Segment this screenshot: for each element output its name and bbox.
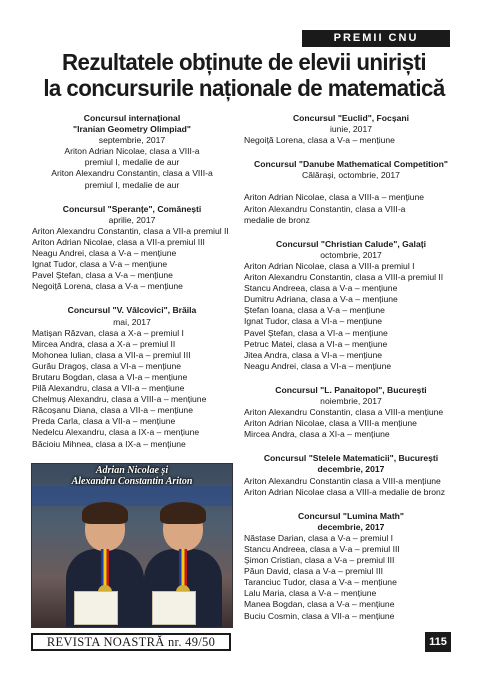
result-line: Ariton Alexandru Constantin, clasa a VIII-a premiul II [244, 272, 444, 283]
result-line: Năstase Darian, clasa a V-a – premiul I [244, 532, 394, 543]
contest-header: Concursul "Lumina Math" [297, 510, 405, 521]
result-line: Ignat Tudor, clasa a V-a – mențiune [32, 259, 168, 270]
contest-block-calude [244, 239, 458, 372]
result-line: Mircea Andra, clasa a X-a – premiul II [32, 338, 176, 349]
contest-header: Concursul internațional [83, 113, 181, 123]
contest-header: Concursul "Stelele Matematicii", București [263, 453, 439, 464]
contest-block-euclid [244, 113, 458, 146]
result-line: Ștefan Ioana, clasa a V-a – mențiune [244, 305, 385, 316]
title-line-1: Rezultatele obținute de elevii uniriști [61, 49, 427, 75]
result-line: Matișan Răzvan, clasa a X-a – premiul I [32, 327, 184, 338]
contest-date: iunie, 2017 [329, 124, 373, 135]
contest-block-stelele [244, 453, 458, 497]
result-line: Stancu Andreea, clasa a V-a – premiul III [244, 544, 400, 554]
contest-header: Concursul "Christian Calude", Galați [276, 238, 426, 249]
title-line-2: la concursurile naționale de matematică [43, 75, 445, 101]
result-line: Pavel Ștefan, clasa a VI-a – mențiune [244, 327, 388, 338]
result-line: Ariton Alexandru Constantin, clasa a VIII-a mențiune [244, 407, 444, 418]
page-number: 115 [425, 632, 451, 652]
contest-block-lumina [244, 511, 458, 622]
contest-date: mai, 2017 [113, 316, 151, 327]
result-line: Negoiță Lorena, clasa a V-a – mențiune [244, 135, 395, 146]
result-line: Ariton Adrian Nicolae, clasa a VIII-a premiul I [244, 260, 415, 271]
result-line: Șimon Cristian, clasa a V-a – premiul III [244, 555, 395, 566]
result-line: Băcioiu Mihnea, clasa a IX-a – mențiune [32, 438, 186, 449]
result-line: medalie de bronz [244, 214, 310, 225]
result-line: Pilă Alexandru, clasa a VII-a – mențiune [32, 383, 185, 394]
contest-block-iranian [32, 113, 232, 191]
result-line: Taranciuc Tudor, clasa a V-a – mențiune [244, 577, 397, 588]
result-line: Manea Bogdan, clasa a V-a – mențiune [244, 599, 395, 610]
result-line: premiul I, medalie de aur [84, 157, 180, 168]
diploma-icon [152, 591, 196, 625]
contest-block-danube [244, 159, 458, 225]
contest-date: aprilie, 2017 [108, 214, 156, 225]
photo-caption-line-1: Adrian Nicolae și [95, 465, 169, 476]
result-line: Neagu Andrei, clasa a VI-a – mențiune [244, 360, 392, 371]
contest-header: Concursul "Euclid", Focșani [292, 113, 410, 123]
result-line: Ariton Adrian Nicolae, clasa a VIII-a – mențiune [244, 192, 425, 203]
result-line: Jitea Andra, clasa a VI-a – mențiune [244, 349, 383, 360]
result-line: Negoiță Lorena, clasa a V-a – mențiune [32, 281, 183, 292]
result-line [244, 181, 458, 192]
student-figure-left [66, 505, 144, 627]
contest-date: septembrie, 2017 [98, 135, 166, 146]
contest-block-valcovici [32, 305, 232, 449]
result-line: Petruc Matei, clasa a VI-a – mențiune [244, 338, 388, 349]
result-line: Ariton Alexandru Constantin, clasa a VIII-a [51, 168, 213, 179]
student-figure-right [144, 505, 222, 627]
page-title [27, 49, 462, 101]
result-line: Brutaru Bogdan, clasa a VI-a – mențiune [32, 371, 188, 382]
result-line: Răcoșanu Diana, clasa a VII-a – mențiune [32, 405, 193, 416]
result-line: Lalu Maria, clasa a V-a – mențiune [244, 588, 377, 599]
contest-block-sperante [32, 204, 232, 293]
result-line: Mohonea Iulian, clasa a VII-a – premiul III [32, 349, 191, 360]
photo-background-banner [32, 486, 232, 506]
result-line: Pavel Ștefan, clasa a V-a – mențiune [32, 270, 173, 281]
magazine-footer: REVISTA NOASTRĂ nr. 49/50 [31, 633, 231, 651]
contest-date: decembrie, 2017 [317, 464, 385, 475]
result-line: Dumitru Adriana, clasa a V-a – mențiune [244, 294, 398, 305]
right-column [244, 113, 458, 629]
result-line: Ariton Adrian Nicolae, clasa a VIII-a [64, 146, 200, 157]
photo-caption-line-2: Alexandru Constantin Ariton [71, 476, 193, 487]
result-line: Păun David, clasa a V-a – premiul III [244, 566, 384, 577]
contest-header: Concursul "L. Panaitopol", București [275, 384, 427, 395]
result-line: Chelmuș Alexandru, clasa a VIII-a – mențiune [32, 394, 207, 405]
result-line: Ignat Tudor, clasa a VI-a – mențiune [244, 316, 383, 327]
contest-header: "Iranian Geometry Olimpiad" [73, 124, 191, 135]
contest-date: Călărași, octombrie, 2017 [302, 170, 400, 181]
contest-header: Concursul "Danube Mathematical Competition" [254, 159, 448, 170]
contest-header: Concursul "V. Vâlcovici", Brăila [67, 305, 197, 316]
section-tag: PREMII CNU [302, 30, 450, 47]
result-line: Ariton Alexandru Constantin, clasa a VII-a premiul II [32, 225, 229, 236]
result-line: Gurău Dragoș, clasa a VI-a – mențiune [32, 360, 182, 371]
result-line: Preda Carla, clasa a VII-a – mențiune [32, 416, 176, 427]
contest-block-panaitopol [244, 385, 458, 440]
left-column [32, 113, 232, 457]
result-line: Ariton Alexandru Constantin, clasa a VIII-a [244, 203, 406, 214]
diploma-icon [74, 591, 118, 625]
result-line: Buciu Cosmin, clasa a VII-a – mențiune [244, 610, 395, 621]
result-line: Ariton Alexandru Constantin clasa a VIII-a mențiune [244, 475, 441, 486]
students-photo [31, 463, 233, 628]
contest-header: Concursul "Speranțe", Comănești [62, 203, 202, 214]
result-line: Ariton Adrian Nicolae clasa a VIII-a medalie de bronz [244, 486, 446, 497]
result-line: Neagu Andrei, clasa a V-a – mențiune [32, 248, 177, 259]
result-line: Stancu Andreea, clasa a V-a – mențiune [244, 283, 398, 294]
contest-date: noiembrie, 2017 [320, 395, 382, 406]
result-line: premiul I, medalie de aur [84, 179, 180, 190]
contest-date: octombrie, 2017 [320, 249, 382, 260]
contest-date: decembrie, 2017 [317, 521, 385, 532]
photo-caption [32, 465, 232, 487]
result-line: Nedelcu Alexandru, clasa a IX-a – mențiune [32, 427, 200, 438]
result-line: Ariton Adrian Nicolae, clasa a VII-a premiul III [32, 236, 205, 247]
result-line: Mircea Andra, clasa a XI-a – mențiune [244, 429, 390, 440]
result-line: Ariton Adrian Nicolae, clasa a VIII-a mențiune [244, 418, 417, 429]
